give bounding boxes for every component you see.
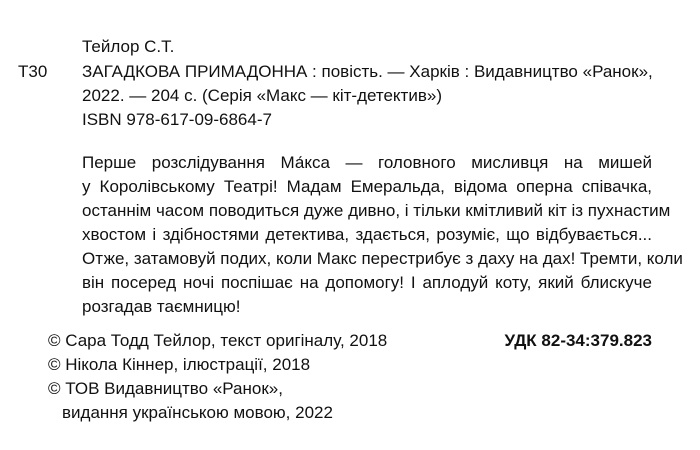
- summary-line: Отже, затамовуй подих, коли Макс перестрибує з даху на дах! Тремти, коли: [82, 249, 683, 268]
- summary-line: Перше розслідування Ма́кса — головного мисливця на мишей: [82, 153, 652, 172]
- copyright-publisher: © ТОВ Видавництво «Ранок»,: [48, 379, 283, 398]
- summary-line: хвостом і здібностями детектива, здається, розуміє, що відбувається...: [82, 225, 652, 244]
- udc-code: УДК 82-34:379.823: [504, 331, 652, 350]
- summary-line: розгадав таємницю!: [82, 297, 241, 316]
- catalog-code: Т30: [18, 62, 48, 81]
- bibliographic-record: [82, 60, 653, 132]
- bibliographic-publication-line: 2022. — 204 с. (Серія «Макс — кіт-детектив»): [82, 86, 442, 105]
- isbn: ISBN 978-617-09-6864-7: [82, 110, 272, 129]
- summary-line: він посеред ночі поспішає на допомогу! І аплодуй коту, який блискуче: [82, 273, 652, 292]
- author-name: Тейлор С.Т.: [82, 37, 175, 56]
- book-summary: [82, 151, 683, 319]
- copyright-edition: видання українською мовою, 2022: [62, 403, 333, 422]
- summary-line: у Королівському Театрі! Мадам Емеральда, відома оперна співачка,: [82, 177, 652, 196]
- bibliographic-title-line: ЗАГАДКОВА ПРИМАДОННА : повість. — Харків : Видавництво «Ранок»,: [82, 62, 653, 81]
- copyright-illustrations: © Нікола Кіннер, ілюстрації, 2018: [48, 355, 311, 374]
- summary-line: останнім часом поводиться дуже дивно, і тільки кмітливий кіт із пухнастим: [82, 201, 671, 220]
- copyright-text: © Сара Тодд Тейлор, текст оригіналу, 2018: [48, 331, 388, 350]
- copyright-notices: [48, 329, 468, 425]
